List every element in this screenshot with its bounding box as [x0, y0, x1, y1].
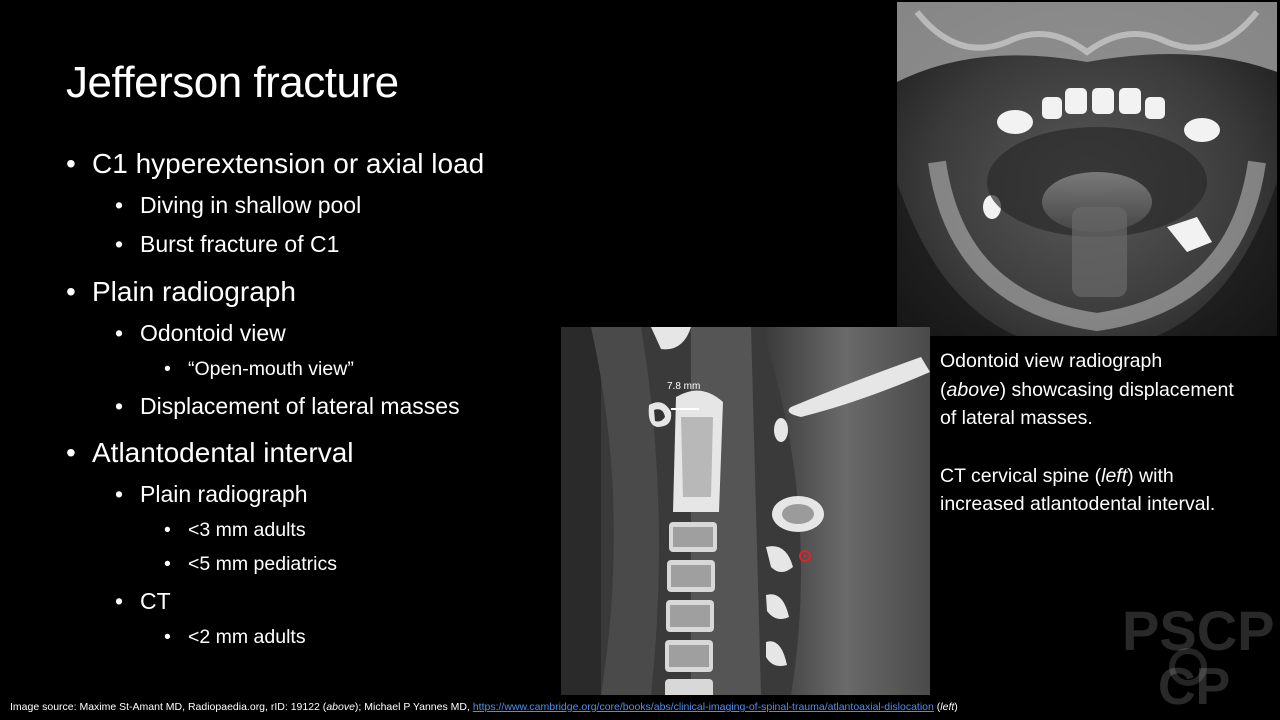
bullet-item	[66, 437, 354, 469]
ct-cervical-spine-image	[561, 327, 930, 695]
bullet-dot-icon: •	[164, 358, 171, 380]
pscp-logo	[1118, 592, 1278, 712]
bullet-dot-icon: •	[164, 626, 171, 648]
bullet-item	[164, 626, 306, 649]
bullet-text: Atlantodental interval	[92, 437, 354, 468]
bullet-dot-icon: •	[164, 553, 171, 575]
bullet-text: CT	[140, 588, 171, 614]
bullet-item	[164, 553, 338, 576]
bullet-text: Diving in shallow pool	[140, 192, 362, 218]
bullet-item	[66, 148, 485, 180]
bullet-text: <2 mm adults	[188, 626, 306, 648]
bullet-item	[115, 231, 340, 258]
bullet-text: Odontoid view	[140, 320, 286, 346]
bullet-item	[115, 481, 308, 508]
svg-text:PSCP: PSCP	[1122, 599, 1275, 662]
bullet-text: Displacement of lateral masses	[140, 393, 460, 419]
bullet-item	[115, 320, 286, 347]
bullet-dot-icon: •	[164, 519, 171, 541]
bullet-text: C1 hyperextension or axial load	[92, 148, 485, 179]
source-link[interactable]: https://www.cambridge.org/core/books/abs/clinical-imaging-of-spinal-trauma/atlantoaxial-dislocation	[472, 701, 934, 713]
bullet-dot-icon: •	[115, 192, 124, 218]
bullet-text: Burst fracture of C1	[140, 231, 340, 257]
slide-title: Jefferson fracture	[66, 58, 399, 107]
bullet-dot-icon: •	[66, 276, 76, 307]
image-source-footnote: Image source: Maxime St-Amant MD, Radiopaedia.org, rID: 19122 (above); Michael P Yannes MD, https://www.cambridge.org/core/books/abs/clinical-imaging-of-spinal-trauma/atlantoaxial-dislocation (left)	[10, 701, 958, 713]
bullet-item	[164, 519, 306, 542]
bullet-dot-icon: •	[66, 437, 76, 468]
bullet-item	[115, 393, 460, 420]
bullet-item	[66, 276, 296, 308]
caption-line: CT cervical spine (left) with	[940, 464, 1174, 487]
bullet-text: Plain radiograph	[92, 276, 296, 307]
caption-line: (above) showcasing displacement	[940, 378, 1234, 401]
bullet-dot-icon: •	[115, 320, 124, 346]
caption-line: Odontoid view radiograph	[940, 350, 1163, 372]
bullet-item	[164, 358, 354, 381]
bullet-dot-icon: •	[66, 148, 76, 179]
bullet-text: Plain radiograph	[140, 481, 308, 507]
bullet-text: <5 mm pediatrics	[188, 553, 338, 575]
image-caption	[940, 347, 1274, 519]
bullet-dot-icon: •	[115, 588, 124, 614]
bullet-item	[115, 192, 362, 219]
bullet-item	[115, 588, 171, 615]
svg-text:CP: CP	[1158, 658, 1231, 712]
odontoid-xray-image	[897, 2, 1277, 336]
caption-line: increased atlantodental interval.	[940, 493, 1216, 515]
bullet-dot-icon: •	[115, 231, 124, 257]
bullet-text: <3 mm adults	[188, 519, 306, 541]
bullet-text: “Open-mouth view”	[188, 358, 354, 380]
caption-line: of lateral masses.	[940, 407, 1093, 429]
bullet-dot-icon: •	[115, 393, 124, 419]
bullet-dot-icon: •	[115, 481, 124, 507]
measurement-label: 7.8 mm	[667, 381, 701, 392]
